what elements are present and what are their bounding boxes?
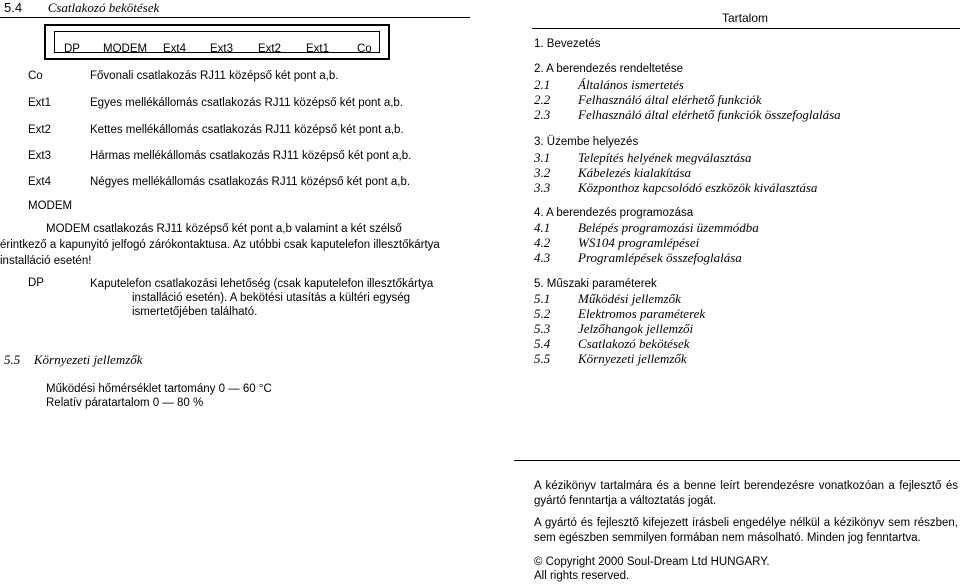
toc-heading: 1. Bevezetés bbox=[534, 38, 601, 50]
toc-item bbox=[534, 165, 691, 181]
toc-item-text: Programlépések összefoglalása bbox=[578, 250, 742, 265]
toc-item bbox=[534, 92, 762, 108]
toc-item bbox=[534, 351, 687, 367]
toc-title: Tartalom bbox=[722, 11, 769, 25]
toc-item-number: 5.4 bbox=[534, 336, 551, 351]
toc-item-number: 3.1 bbox=[534, 150, 551, 165]
toc-item-number: 4.3 bbox=[534, 250, 551, 265]
modem-line-2: érintkező a kapunyitó jelfogó zárókontaktusa. Az utóbbi csak kaputelefon illesztőkártya bbox=[0, 239, 440, 251]
toc-item-number: 4.1 bbox=[534, 220, 551, 235]
connection-description: Hármas mellékállomás csatlakozás RJ11 középső két pont a,b. bbox=[90, 150, 412, 162]
toc-item-text: Felhasználó által elérhető funkciók bbox=[578, 92, 762, 107]
connection-description: Fővonali csatlakozás RJ11 középső két pont a,b. bbox=[90, 70, 339, 82]
toc-divider bbox=[532, 28, 960, 29]
section-number: 5.4 bbox=[4, 0, 23, 15]
modem-label: MODEM bbox=[28, 200, 73, 212]
dp-description bbox=[90, 277, 440, 319]
connection-label: Ext1 bbox=[28, 97, 52, 109]
section-heading-5-5 bbox=[4, 352, 143, 368]
toc-item-number: 5.2 bbox=[534, 306, 551, 321]
toc-item-text: Kábelezés kialakítása bbox=[578, 165, 692, 180]
relative-humidity: Relatív páratartalom 0 — 80 % bbox=[46, 397, 204, 409]
pin-label: Ext4 bbox=[163, 43, 187, 55]
toc-item-text: Belépés programozási üzemmódba bbox=[578, 220, 759, 235]
section-number: 5.5 bbox=[4, 352, 21, 367]
dp-line-3: ismertetőjében található. bbox=[132, 306, 258, 318]
toc-heading: 5. Műszaki paraméterek bbox=[534, 278, 657, 290]
toc-item bbox=[534, 107, 841, 123]
toc-item-text: Felhasználó által elérhető funkciók összefoglalása bbox=[578, 107, 841, 122]
rights-line: All rights reserved. bbox=[534, 570, 630, 582]
toc-item bbox=[534, 336, 690, 352]
connector-diagram bbox=[44, 24, 390, 60]
toc-item bbox=[534, 220, 759, 236]
toc-item-number: 5.5 bbox=[534, 351, 551, 366]
toc-item-text: Jelzőhangok jellemzői bbox=[578, 321, 694, 336]
toc-item-text: WS104 programlépései bbox=[578, 235, 700, 250]
title-underline bbox=[0, 17, 470, 18]
connection-description: Négyes mellékállomás csatlakozás RJ11 középső két pont a,b. bbox=[90, 176, 411, 188]
toc-item-number: 2.2 bbox=[534, 92, 551, 107]
pin-label: Ext1 bbox=[306, 43, 330, 55]
modem-line-3: installáció esetén! bbox=[0, 255, 92, 267]
pin-label: DP bbox=[64, 43, 80, 55]
toc-item-text: Központhoz kapcsolódó eszközök kiválasztása bbox=[578, 180, 818, 195]
toc-item-text: Telepítés helyének megválasztása bbox=[578, 150, 752, 165]
pin-label: Co bbox=[357, 43, 372, 55]
dp-label: DP bbox=[28, 277, 44, 289]
toc-item-text: Elektromos paraméterek bbox=[578, 306, 706, 321]
toc-item bbox=[534, 291, 681, 307]
dp-line-2: installáció esetén). A bekötési utasítás a kültéri egység bbox=[132, 292, 411, 304]
toc-item-number: 5.3 bbox=[534, 321, 551, 336]
section-title: Csatlakozó bekötések bbox=[47, 0, 160, 15]
section-title: Környezeti jellemzők bbox=[33, 352, 143, 367]
pin-label: MODEM bbox=[103, 43, 148, 55]
toc-item bbox=[534, 180, 817, 196]
toc-heading: 4. A berendezés programozása bbox=[534, 207, 694, 219]
connection-description: Kettes mellékállomás csatlakozás RJ11 középső két pont a,b. bbox=[90, 124, 404, 136]
pin-label: Ext3 bbox=[210, 43, 234, 55]
connection-label: Ext3 bbox=[28, 150, 52, 162]
toc-heading: 2. A berendezés rendeltetése bbox=[534, 63, 683, 75]
copyright-line: © Copyright 2000 Soul-Dream Ltd HUNGARY. bbox=[534, 556, 770, 568]
connection-label: Ext2 bbox=[28, 124, 52, 136]
toc-item-number: 2.1 bbox=[534, 77, 551, 92]
pin-label: Ext2 bbox=[258, 43, 282, 55]
toc-item-text: Működési jellemzők bbox=[578, 291, 681, 306]
toc-item bbox=[534, 250, 742, 266]
toc-item-text: Általános ismertetés bbox=[578, 77, 684, 92]
notice-paragraph: A kézikönyv tartalmára és a benne leírt berendezésre vonatkozóan a fejlesztő és gyártó fenntartja a változtatás jogát. bbox=[534, 480, 958, 507]
notice-divider bbox=[514, 460, 960, 461]
connection-description: Egyes mellékállomás csatlakozás RJ11 középső két pont a,b. bbox=[90, 97, 403, 109]
toc-item bbox=[534, 321, 693, 337]
toc-heading: 3. Üzembe helyezés bbox=[534, 136, 639, 148]
toc-item-number: 3.3 bbox=[534, 180, 551, 195]
toc-item bbox=[534, 306, 705, 322]
modem-description bbox=[0, 221, 450, 269]
toc-item-number: 4.2 bbox=[534, 235, 551, 250]
connection-label: Ext4 bbox=[28, 176, 52, 188]
notice-paragraph: A gyártó és fejlesztő kifejezett írásbeli engedélye nélkül a kézikönyv sem részben, sem egészben semmilyen formában nem másolható. Minden jog fenntartva. bbox=[534, 517, 958, 544]
toc-item bbox=[534, 235, 699, 251]
toc-item bbox=[534, 77, 684, 93]
toc-item-number: 2.3 bbox=[534, 107, 551, 122]
section-heading-5-4 bbox=[4, 0, 159, 16]
toc-item-number: 3.2 bbox=[534, 165, 551, 180]
connection-label: Co bbox=[28, 70, 43, 82]
toc-item-text: Csatlakozó bekötések bbox=[578, 336, 690, 351]
operating-temperature: Működési hőmérséklet tartomány 0 — 60 °C bbox=[46, 383, 272, 395]
toc-item-number: 5.1 bbox=[534, 291, 551, 306]
dp-line-1: Kaputelefon csatlakozási lehetőség (csak kaputelefon illesztőkártya bbox=[90, 278, 434, 290]
toc-item bbox=[534, 150, 752, 166]
modem-line-1: MODEM csatlakozás RJ11 középső két pont a,b valamint a két szélső bbox=[46, 223, 402, 235]
toc-item-text: Környezeti jellemzők bbox=[578, 351, 687, 366]
